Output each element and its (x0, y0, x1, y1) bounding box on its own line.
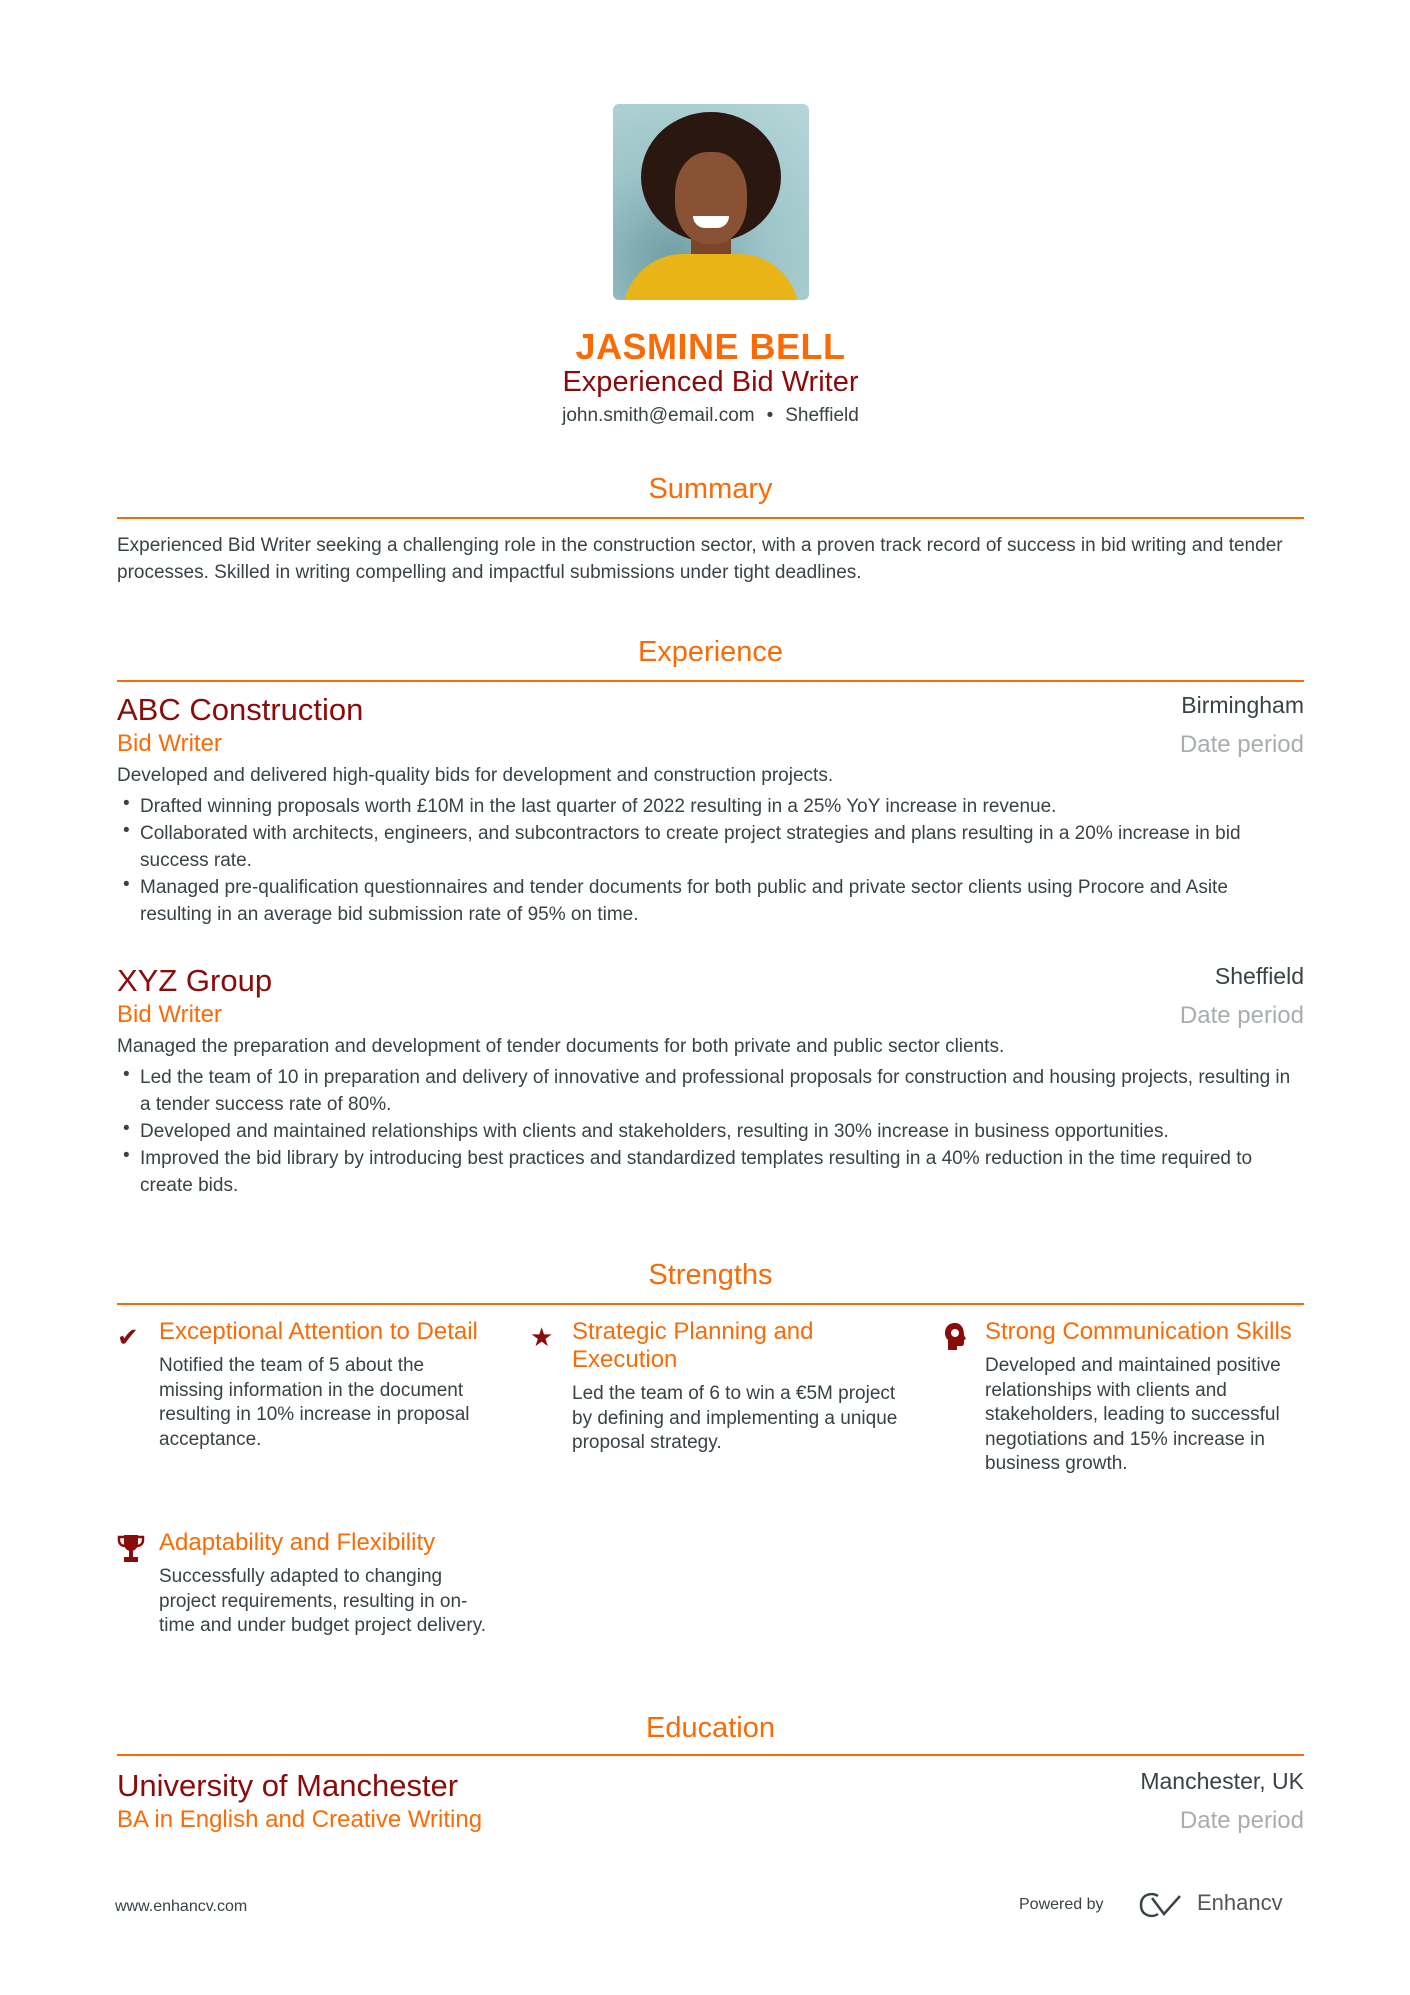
strength-text: Successfully adapted to changing project requirements, resulting in on-time and under budget project delivery. (159, 1566, 487, 1636)
strength-title: Adaptability and Flexibility (159, 1529, 436, 1556)
divider (117, 1303, 1304, 1305)
job-role: Bid Writer (117, 1001, 222, 1028)
bullet: • Led the team of 10 in preparation and delivery of innovative and professional proposals for construction and housing projects, resulting in a tender success rate of 80%. (117, 1064, 1304, 1118)
strength-title: Strategic Planning and Execution (572, 1318, 814, 1373)
job-date: Date period (1179, 1002, 1304, 1029)
strength-text: Led the team of 6 to win a €5M project by defining and implementing a unique proposal strategy. (572, 1383, 898, 1453)
strength-title: Exceptional Attention to Detail (159, 1318, 478, 1345)
candidate-title: Experienced Bid Writer (562, 366, 859, 398)
location: Sheffield (785, 405, 859, 426)
job-entry (117, 963, 1304, 1199)
education-date: Date period (1179, 1807, 1304, 1834)
trophy-icon (117, 1533, 147, 1563)
head-icon (943, 1322, 973, 1352)
job-role: Bid Writer (117, 730, 222, 757)
contact-info (117, 405, 1304, 427)
separator-dot: • (766, 405, 774, 426)
email[interactable]: john.smith@email.com (562, 405, 755, 426)
bullet: • Developed and maintained relationships with clients and stakeholders, resulting in 30% increase in business opportunities. (117, 1118, 1304, 1145)
divider (117, 1754, 1304, 1756)
strength-item (117, 1318, 487, 1452)
education-entry (117, 1768, 1304, 1834)
job-description: Developed and delivered high-quality bids for development and construction projects. (117, 765, 834, 786)
bullet: • Improved the bid library by introducing best practices and standardized templates resulting in a 40% reduction in the time required to create bids. (117, 1145, 1304, 1199)
strength-item (530, 1318, 900, 1456)
job-entry (117, 692, 1304, 928)
profile-photo (613, 104, 809, 300)
bullet: • Managed pre-qualification questionnaires and tender documents for both public and private sector clients using Procore and Asite resulting in an average bid submission rate of 95% on time. (117, 874, 1304, 928)
company-name: ABC Construction (117, 692, 364, 727)
website-link[interactable]: www.enhancv.com (115, 1898, 248, 1915)
strengths-heading: Strengths (648, 1259, 773, 1291)
powered-by-label: Powered by (1019, 1896, 1104, 1913)
experience-heading: Experience (637, 636, 784, 668)
company-name: XYZ Group (117, 963, 273, 998)
bullet: • Collaborated with architects, engineers, and subcontractors to create project strategies and plans resulting in a 20% increase in bid success rate. (117, 820, 1304, 874)
school-location: Manchester, UK (1140, 1768, 1304, 1794)
job-location: Sheffield (1214, 963, 1304, 989)
summary-heading: Summary (648, 473, 773, 505)
strength-text: Developed and maintained positive relationships with clients and stakeholders, leading to successful negotiations and 15% increase in business growth. (985, 1355, 1281, 1474)
enhancv-logo-icon (1138, 1892, 1186, 1923)
school-name: University of Manchester (117, 1768, 459, 1803)
strength-text: Notified the team of 5 about the missing information in the document resulting in 10% increase in proposal acceptance. (159, 1355, 470, 1450)
divider (117, 517, 1304, 519)
divider (117, 680, 1304, 682)
checkmark-icon: ✔ (117, 1322, 139, 1352)
strength-item (943, 1318, 1313, 1477)
job-location: Birmingham (1181, 692, 1304, 718)
enhancv-brand: Enhancv (1197, 1890, 1283, 1915)
summary-text: Experienced Bid Writer seeking a challenging role in the construction sector, with a proven track record of success in bid writing and tender processes. Skilled in writing compelling and impactful submissions under tight deadlines. (117, 535, 1283, 583)
job-date: Date period (1179, 731, 1304, 758)
strength-item (117, 1529, 487, 1639)
strength-title: Strong Communication Skills (985, 1318, 1292, 1345)
star-icon: ★ (530, 1322, 554, 1352)
bullet: • Drafted winning proposals worth £10M in the last quarter of 2022 resulting in a 25% YoY increase in revenue. (117, 793, 1304, 820)
candidate-name: JASMINE BELL (575, 326, 846, 367)
education-heading: Education (646, 1712, 775, 1744)
degree: BA in English and Creative Writing (117, 1806, 483, 1833)
job-description: Managed the preparation and development of tender documents for both private and public sector clients. (117, 1036, 1005, 1057)
